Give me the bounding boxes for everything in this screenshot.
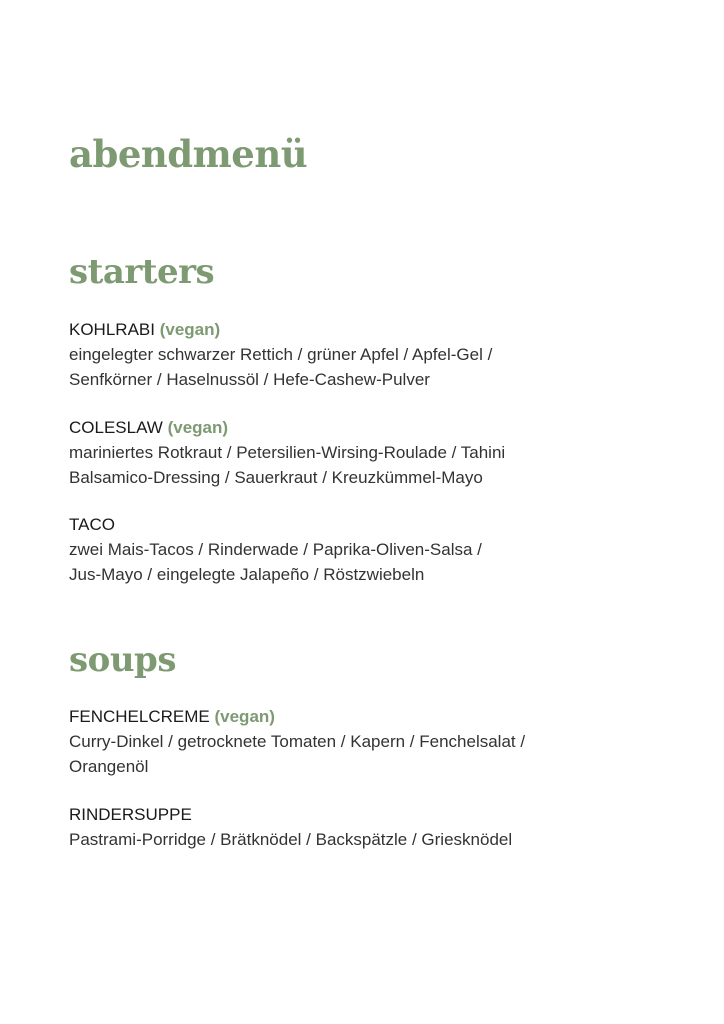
- dish-description-line: mariniertes Rotkraut / Petersilien-Wirsing-Roulade / Tahini: [69, 443, 506, 462]
- vegan-tag: (vegan): [214, 707, 275, 726]
- dish-description: [69, 441, 689, 490]
- dish-description: [69, 538, 689, 587]
- dish-description-line: zwei Mais-Tacos / Rinderwade / Paprika-Oliven-Salsa /: [69, 540, 482, 559]
- dish-description: [69, 828, 689, 853]
- section-title-soups: soups: [69, 640, 176, 680]
- dish-name-line: [69, 319, 689, 341]
- dish-rindersuppe: [69, 804, 689, 853]
- dish-fenchelcreme: [69, 706, 689, 779]
- dish-description: [69, 343, 689, 392]
- dish-name: COLESLAW: [69, 418, 163, 437]
- dish-description-line: Orangenöl: [69, 756, 149, 776]
- dish-name-line: [69, 417, 689, 439]
- dish-description: [69, 730, 689, 779]
- dish-name-line: [69, 514, 689, 536]
- dish-coleslaw: [69, 417, 689, 490]
- dish-name: KOHLRABI: [69, 320, 155, 339]
- dish-description-line: Balsamico-Dressing / Sauerkraut / Kreuzkümmel-Mayo: [69, 467, 483, 487]
- menu-title: abendmenü: [69, 132, 308, 176]
- dish-name-line: [69, 804, 689, 826]
- dish-name: TACO: [69, 515, 115, 534]
- dish-description-line: Jus-Mayo / eingelegte Jalapeño / Röstzwiebeln: [69, 564, 425, 584]
- dish-name: FENCHELCREME: [69, 707, 210, 726]
- dish-description-line: Curry-Dinkel / getrocknete Tomaten / Kapern / Fenchelsalat /: [69, 732, 526, 751]
- dish-description-line: Senfkörner / Haselnussöl / Hefe-Cashew-Pulver: [69, 369, 430, 389]
- dish-name: RINDERSUPPE: [69, 805, 192, 824]
- dish-name-line: [69, 706, 689, 728]
- dish-description-line: Pastrami-Porridge / Brätknödel / Backspätzle / Griesknödel: [69, 830, 513, 849]
- section-title-starters: starters: [69, 252, 215, 292]
- vegan-tag: (vegan): [159, 320, 221, 339]
- dish-taco: [69, 514, 689, 587]
- dish-description-line: eingelegter schwarzer Rettich / grüner Apfel / Apfel-Gel /: [69, 345, 493, 364]
- dish-kohlrabi: [69, 319, 689, 392]
- vegan-tag: (vegan): [167, 418, 229, 437]
